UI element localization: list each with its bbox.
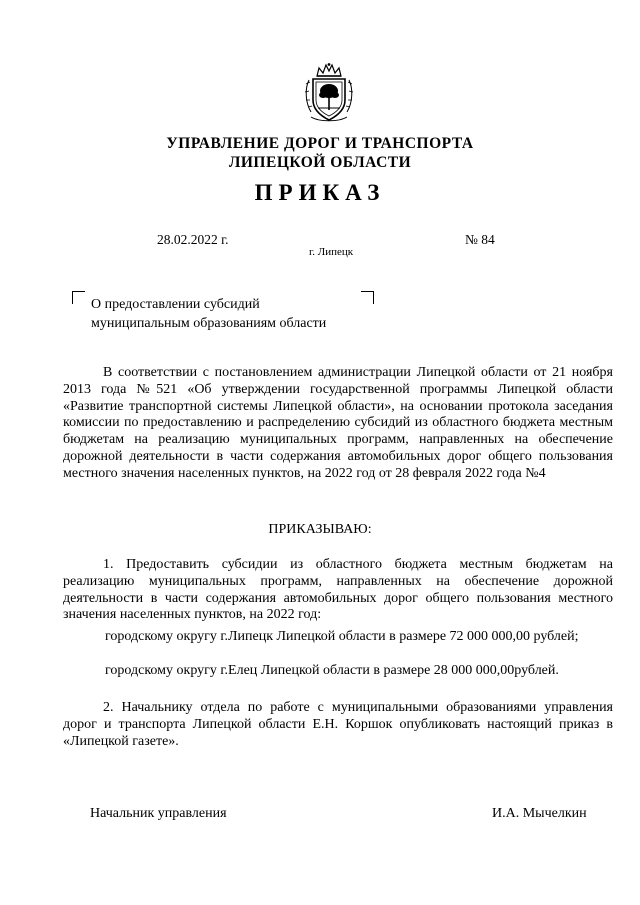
organization-name-line1: УПРАВЛЕНИЕ ДОРОГ И ТРАНСПОРТА bbox=[166, 135, 474, 152]
order-keyword: ПРИКАЗЫВАЮ: bbox=[268, 522, 372, 537]
organization-name-line2: ЛИПЕЦКОЙ ОБЛАСТИ bbox=[228, 154, 412, 171]
coat-of-arms-icon bbox=[303, 62, 355, 124]
preamble-paragraph: В соответствии с постановлением администрации Липецкой области от 21 ноября 2013 года №521 «Об утверждении государственной программы Липецкой области «Развитие транспортной системы Липецкой области», на основании протокола заседания комиссии по предоставлению и распределению субсидий из областного бюджета местным бюджетам на реализацию муниципальных программ, направленных на обеспечение дорожной деятельности в части содержания автомобильных дорог общего пользования местного значения населенных пунктов, на 2022 год от 28 февраля 2022 года №4 bbox=[63, 365, 613, 481]
subject-bracket-right bbox=[361, 291, 374, 304]
subject-bracket-left bbox=[72, 291, 85, 304]
order-item-1-recipient-elets: городскому округу г.Елец Липецкой области в размере 28 000 000,00рублей. bbox=[105, 663, 559, 678]
document-type-title: ПРИКАЗ bbox=[254, 180, 386, 205]
document-date: 28.02.2022 г. bbox=[157, 232, 229, 247]
subject-line-1: О предоставлении субсидий bbox=[91, 297, 260, 312]
order-item-1-recipient-lipetsk: городскому округу г.Липецк Липецкой области в размере 72 000 000,00 рублей; bbox=[105, 629, 579, 644]
signatory-title: Начальник управления bbox=[90, 806, 227, 821]
document-city: г. Липецк bbox=[309, 246, 354, 258]
order-item-2: 2. Начальнику отдела по работе с муниципальными образованиями управления дорог и транспорта Липецкой области Е.Н. Коршок опубликовать настоящий приказ в «Липецкой газете». bbox=[63, 700, 613, 749]
order-item-1: 1. Предоставить субсидии из областного бюджета местным бюджетам на реализацию муниципальных программ, направленных на обеспечение дорожной деятельности в части содержания автомобильных дорог общего пользования местного значения населенных пунктов, на 2022 год: bbox=[63, 557, 613, 623]
document-number: № 84 bbox=[465, 232, 495, 247]
subject-line-2: муниципальным образованиям области bbox=[91, 316, 327, 331]
signatory-name: И.А. Мычелкин bbox=[492, 806, 587, 821]
subject-block bbox=[91, 295, 326, 333]
